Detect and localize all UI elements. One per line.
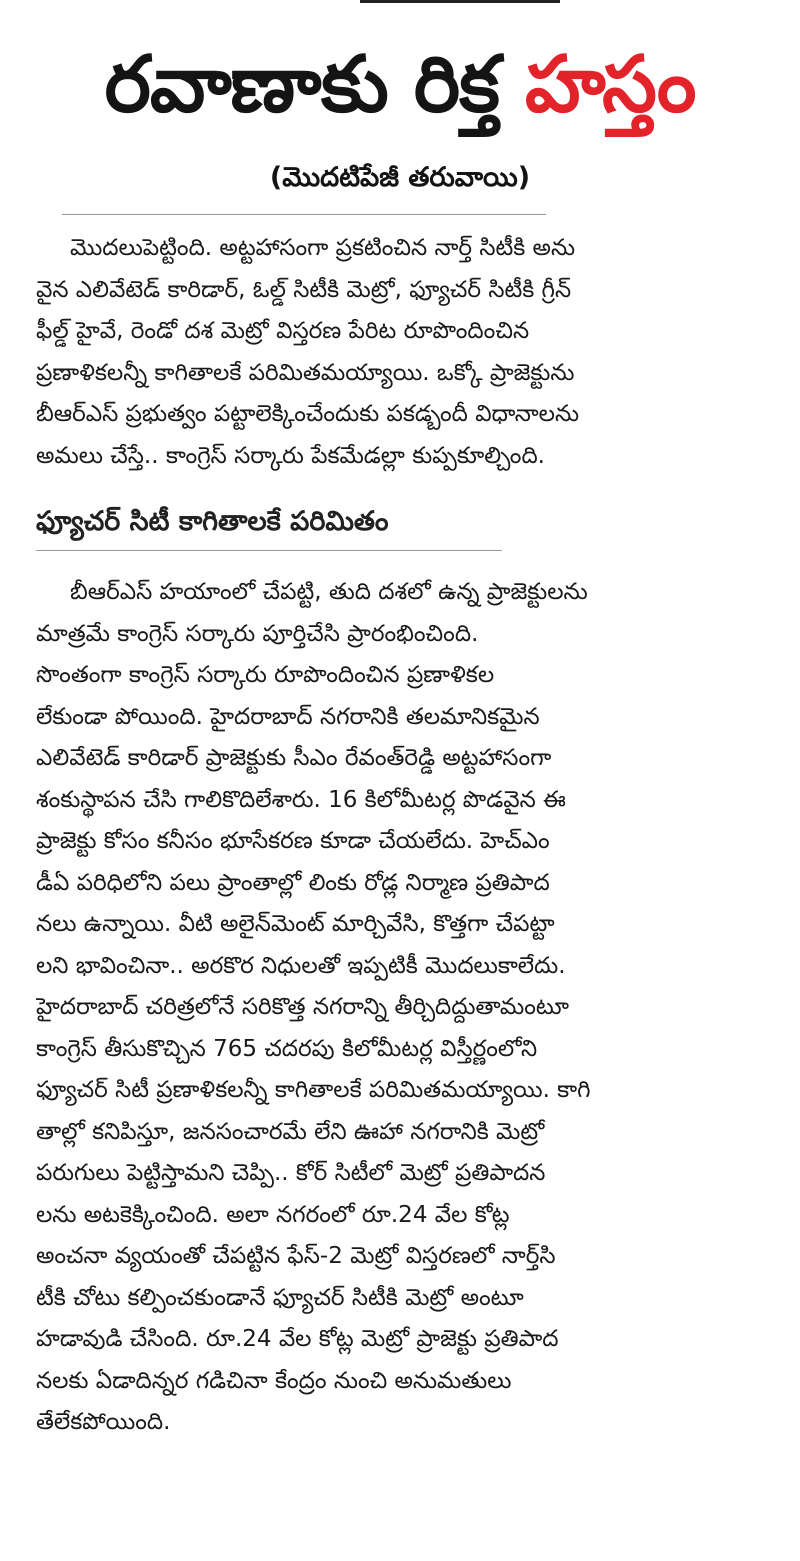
text-line: టీకి చోటు కల్పించకుండానే ఫ్యూచర్ సిటీకి మెట్రో అంటూ (36, 1284, 524, 1311)
text-line: అమలు చేస్తే.. కాంగ్రెస్ సర్కారు పేకమేడల్లా కుప్పకూల్చింది. (36, 442, 545, 469)
text-line: ఫీల్డ్ హైవే, రెండో దశ మెట్రో విస్తరణ పేరిట రూపొందించిన (36, 318, 530, 344)
text-line: నలు ఉన్నాయి. వీటి అలైన్‌మెంట్ మార్చివేసి, కొత్తగా చేపట్టా (36, 911, 555, 937)
text-line: శంకుస్థాపన చేసి గాలికొదిలేశారు. 16 కిలోమీటర్ల పొడవైన ఈ (36, 786, 566, 813)
text-line: తాల్లో కనిపిస్తూ, జనసంచారమే లేని ఊహా నగరానికి మెట్రో (36, 1118, 545, 1145)
text-line: ప్రణాళికలన్నీ కాగితాలకే పరిమితమయ్యాయి. ఒక్కో ప్రాజెక్టును (36, 359, 575, 386)
text-line: నలకు ఏడాదిన్నర గడిచినా కేంద్రం నుంచి అనుమతులు (36, 1367, 512, 1394)
headline-accent: హస్తం (524, 40, 696, 130)
top-edge-rule (360, 0, 560, 3)
text-line: వైన ఎలివేటెడ్ కారిడార్, ఓల్డ్ సిటీకి మెట్రో, ఫ్యూచర్ సిటీకి గ్రీన్ (36, 276, 572, 303)
text-line: ఫ్యూచర్ సిటీ ప్రణాళికలన్నీ కాగితాలకే పరిమితమయ్యాయి. కాగి (36, 1077, 591, 1103)
text-line: లని భావించినా.. అరకొర నిధులతో ఇప్పటికీ మొదలుకాలేదు. (36, 952, 566, 979)
text-line: హడావుడి చేసింది. రూ.24 వేల కోట్ల మెట్రో ప్రాజెక్టు ప్రతిపాద (36, 1326, 559, 1352)
text-line: బీఆర్ఎస్ ప్రభుత్వం పట్టాలెక్కించేందుకు పకడ్బందీ విధానాలను (36, 401, 580, 427)
text-line: కాంగ్రెస్ తీసుకొచ్చిన 765 చదరపు కిలోమీటర్ల విస్తీర్ణంలోని (36, 1035, 538, 1062)
text-line: లేకుండా పోయింది. హైదరాబాద్ నగరానికి తలమానికమైన (36, 703, 540, 730)
text-line: డీఏ పరిధిలోని పలు ప్రాంతాల్లో లింకు రోడ్ల నిర్మాణ ప్రతిపాద (36, 869, 550, 896)
text-line: లను అటకెక్కించింది. అలా నగరంలో రూ.24 వేల కోట్ల (36, 1201, 510, 1228)
headline (24, 30, 776, 140)
paragraph-2 (36, 572, 752, 1444)
text-line: మొదలుపెట్టింది. అట్టహాసంగా ప్రకటించిన నార్త్ సిటీకి అను (70, 235, 576, 261)
text-line: పరుగులు పెట్టిస్తామని చెప్పి.. కోర్ సిటీలో మెట్రో ప్రతిపాదన (36, 1160, 546, 1186)
subheading: ఫ్యూచర్ సిటీ కాగితాలకే పరిమితం (36, 506, 389, 537)
text-line: ప్రాజెక్టు కోసం కనీసం భూసేకరణ కూడా చేయలేదు. హెచ్ఎం (36, 828, 550, 854)
text-line: బీఆర్ఎస్ హయాంలో చేపట్టి, తుది దశలో ఉన్న ప్రాజెక్టులను (70, 579, 588, 605)
text-line: అంచనా వ్యయంతో చేపట్టిన ఫేస్-2 మెట్రో విస్తరణలో నార్త్‌సి (36, 1243, 556, 1269)
subheading-rule (36, 550, 502, 551)
paragraph-1 (36, 228, 752, 477)
text-line: తేలేకపోయింది. (36, 1409, 171, 1435)
continued-from-front-page: (మొదటిపేజీ తరువాయి) (269, 162, 531, 193)
text-line: ఎలివేటెడ్ కారిడార్ ప్రాజెక్టుకు సీఎం రేవంత్‌రెడ్డి అట్టహాసంగా (36, 745, 552, 771)
text-line: మాత్రమే కాంగ్రెస్ సర్కారు పూర్తిచేసి ప్రారంభించింది. (36, 620, 479, 647)
divider-rule (62, 214, 546, 215)
headline-main: రవాణాకు రిక్త (104, 40, 525, 130)
text-line: సొంతంగా కాంగ్రెస్ సర్కారు రూపొందించిన ప్రణాళికల (36, 662, 495, 688)
text-line: హైదరాబాద్ చరిత్రలోనే సరికొత్త నగరాన్ని తీర్చిదిద్దుతామంటూ (36, 994, 570, 1020)
